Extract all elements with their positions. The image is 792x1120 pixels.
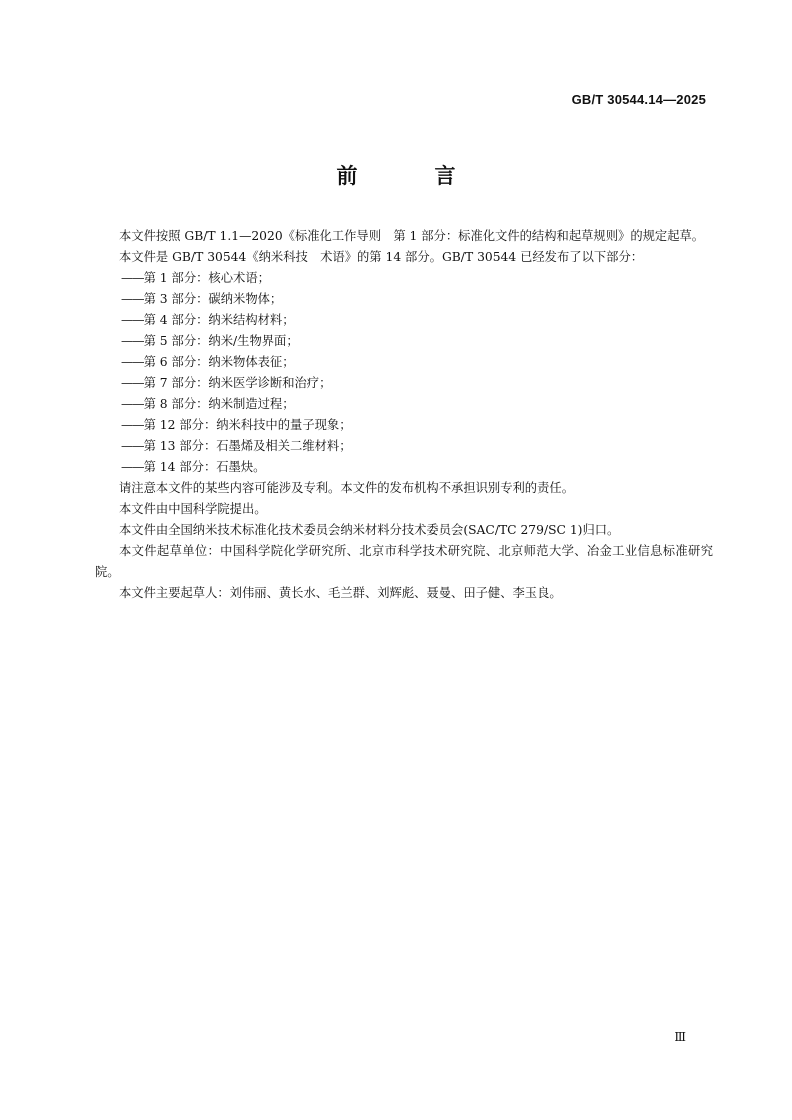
list-item-text: 第 12 部分：纳米科技中的量子现象； <box>143 418 352 432</box>
paragraph-committee: 本文件由全国纳米技术标准化技术委员会纳米材料分技术委员会(SAC/TC 279/SC 1)归口。 <box>119 523 620 537</box>
page-title: 前 言 <box>336 164 484 188</box>
list-item <box>95 457 713 478</box>
list-dash: —— <box>121 439 144 453</box>
list-item <box>95 436 713 457</box>
list-item <box>95 373 713 394</box>
list-dash: —— <box>121 355 144 369</box>
list-item-text: 第 4 部分：纳米结构材料； <box>143 313 295 327</box>
paragraph-drafting-units: 本文件起草单位：中国科学院化学研究所、北京市科学技术研究院、北京师范大学、冶金工业信息标准研究院。 <box>95 544 713 579</box>
list-item-text: 第 1 部分：核心术语； <box>143 271 270 285</box>
list-item-text: 第 14 部分：石墨炔。 <box>143 460 266 474</box>
parts-list <box>95 268 713 478</box>
list-dash: —— <box>121 271 144 285</box>
list-item-text: 第 8 部分：纳米制造过程； <box>143 397 295 411</box>
list-dash: —— <box>121 292 144 306</box>
list-dash: —— <box>121 313 144 327</box>
list-item-text: 第 5 部分：纳米/生物界面； <box>143 334 299 348</box>
foreword-body <box>95 226 713 604</box>
list-item <box>95 331 713 352</box>
paragraph-drafting-rules: 本文件按照 GB/T 1.1—2020《标准化工作导则 第 1 部分：标准化文件的结构和起草规则》的规定起草。 <box>119 229 705 243</box>
list-item <box>95 289 713 310</box>
paragraph-drafters: 本文件主要起草人：刘伟丽、黄长水、毛兰群、刘辉彪、聂曼、田子健、李玉良。 <box>119 586 562 600</box>
list-item-text: 第 3 部分：碳纳米物体； <box>143 292 283 306</box>
paragraph-series-intro: 本文件是 GB/T 30544《纳米科技 术语》的第 14 部分。GB/T 30544 已经发布了以下部分： <box>119 250 644 264</box>
list-dash: —— <box>121 376 144 390</box>
list-dash: —— <box>121 397 144 411</box>
list-item-text: 第 13 部分：石墨烯及相关二维材料； <box>143 439 352 453</box>
list-item-text: 第 7 部分：纳米医学诊断和治疗； <box>143 376 332 390</box>
paragraph-proposer: 本文件由中国科学院提出。 <box>119 502 267 516</box>
list-item <box>95 394 713 415</box>
paragraph-patent-notice: 请注意本文件的某些内容可能涉及专利。本文件的发布机构不承担识别专利的责任。 <box>119 481 574 495</box>
list-dash: —— <box>121 418 144 432</box>
page-number: Ⅲ <box>674 1030 686 1044</box>
list-dash: —— <box>121 334 144 348</box>
list-item-text: 第 6 部分：纳米物体表征； <box>143 355 295 369</box>
list-item <box>95 415 713 436</box>
list-item <box>95 310 713 331</box>
standard-code: GB/T 30544.14—2025 <box>571 92 706 107</box>
list-item <box>95 268 713 289</box>
list-dash: —— <box>121 460 144 474</box>
list-item <box>95 352 713 373</box>
